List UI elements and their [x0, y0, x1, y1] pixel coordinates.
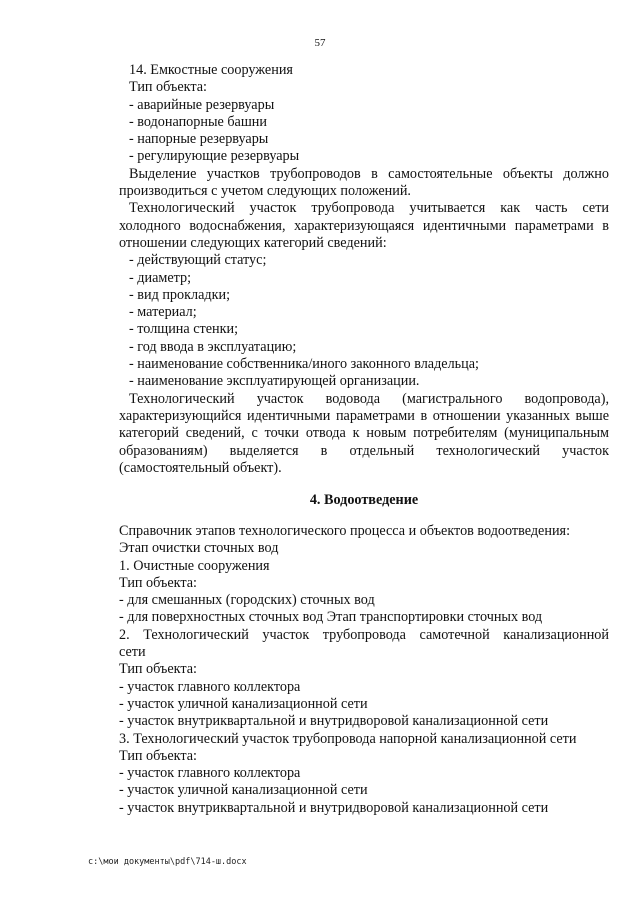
water-supply-text-block — [119, 62, 609, 477]
text-line: Выделение участков трубопроводов в самостоятельные объекты должно — [129, 165, 609, 182]
text-line: (самостоятельный объект). — [119, 459, 282, 476]
text-line: 3. Технологический участок трубопровода напорной канализационной сети — [119, 730, 577, 747]
text-line: - водонапорные башни — [129, 113, 267, 130]
section-heading: 4. Водоотведение — [309, 492, 419, 508]
text-line: - вид прокладки; — [129, 286, 231, 303]
text-line: сети — [119, 644, 146, 661]
text-line: - наименование собственника/иного законного владельца; — [129, 356, 479, 373]
text-line: категорий сведений, с точки отвода к новым потребителям (муниципальным — [119, 425, 609, 442]
text-line: 2. Технологический участок трубопровода самотечной канализационной — [119, 626, 609, 643]
text-line: - напорные резервуары — [129, 131, 269, 148]
text-line: - участок уличной канализационной сети — [119, 695, 368, 712]
text-line: - год ввода в эксплуатацию; — [129, 338, 297, 355]
page-number: 57 — [314, 37, 326, 49]
text-line: 1. Очистные сооружения — [119, 557, 270, 574]
text-line: производиться с учетом следующих положений. — [119, 183, 411, 200]
text-line: Тип объекта: — [119, 747, 197, 764]
text-line: - регулирующие резервуары — [129, 148, 300, 165]
text-line: Технологический участок водовода (магистрального водопровода), — [129, 390, 609, 407]
text-line: - толщина стенки; — [129, 321, 239, 338]
text-line: - наименование эксплуатирующей организации. — [129, 373, 420, 390]
text-line: Этап очистки сточных вод — [119, 540, 279, 557]
text-line: Тип объекта: — [129, 79, 207, 96]
text-line: - материал; — [129, 304, 197, 321]
text-line: - аварийные резервуары — [129, 96, 275, 113]
text-line: Тип объекта: — [119, 574, 197, 591]
text-line: - для смешанных (городских) сточных вод — [119, 592, 375, 609]
text-line: - для поверхностных сточных вод Этап транспортировки сточных вод — [119, 609, 543, 626]
wastewater-text-block — [119, 523, 609, 817]
text-line: - участок внутриквартальной и внутридворовой канализационной сети — [119, 799, 549, 816]
text-line: - диаметр; — [129, 269, 192, 286]
text-line: Тип объекта: — [119, 661, 197, 678]
text-line: - участок уличной канализационной сети — [119, 782, 368, 799]
text-line: - участок главного коллектора — [119, 765, 301, 782]
text-line: характеризующийся идентичными параметрами в отношении указанных выше — [119, 407, 609, 424]
text-line: образованиям) выделяется в отдельный технологический участок — [119, 442, 609, 459]
text-line: отношении следующих категорий сведений: — [119, 234, 387, 251]
text-line: холодного водоснабжения, характеризующаяся идентичными параметрами в — [119, 217, 609, 234]
text-line: - участок внутриквартальной и внутридворовой канализационной сети — [119, 713, 549, 730]
footer-file-path: c:\мои документы\pdf\714-ш.docx — [88, 857, 247, 867]
text-line: Технологический участок трубопровода учитывается как часть сети — [129, 200, 609, 217]
text-line: - участок главного коллектора — [119, 678, 301, 695]
text-line: 14. Емкостные сооружения — [129, 62, 293, 78]
text-line: - действующий статус; — [129, 252, 267, 269]
text-line: Справочник этапов технологического процесса и объектов водоотведения: — [119, 523, 571, 539]
